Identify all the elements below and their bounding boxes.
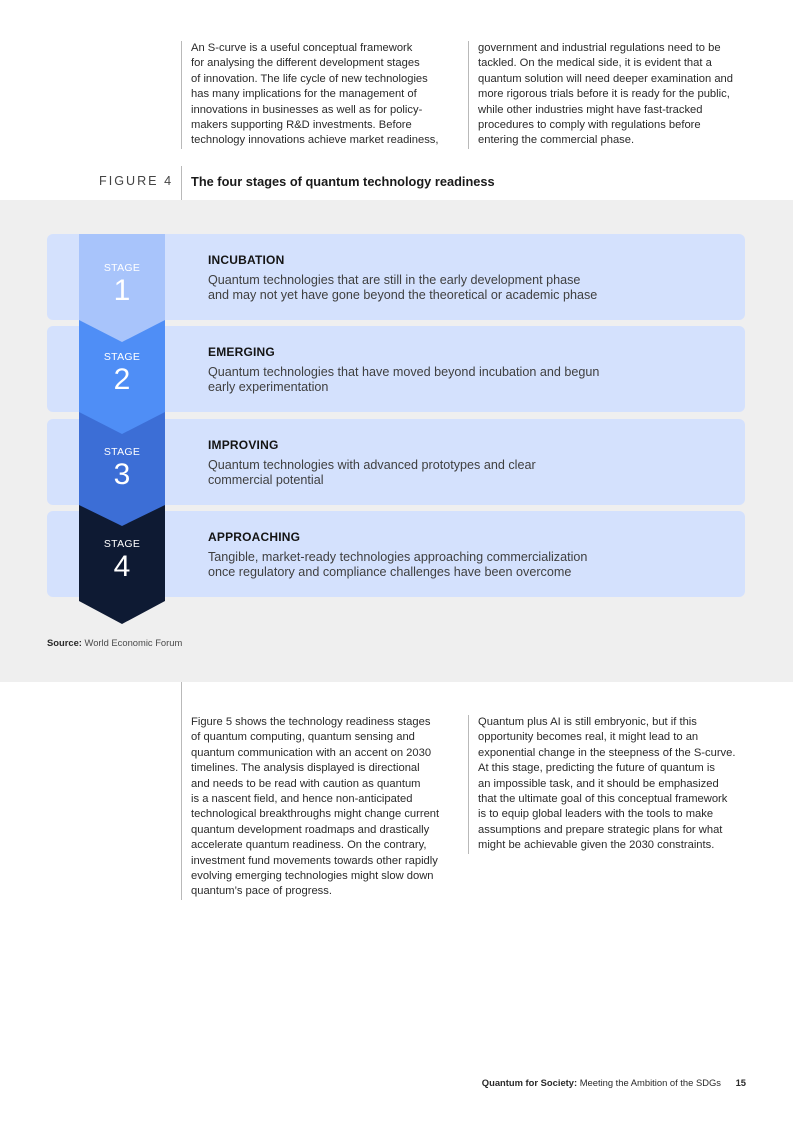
stage-title-1: INCUBATION (208, 253, 285, 267)
footer-title-bold: Quantum for Society: (481, 1077, 578, 1088)
body-column-right (468, 715, 758, 854)
body-paragraph-left: Figure 5 shows the technology readiness stages of quantum computing, quantum sensing and quantum communication with an accent on 2030 timelines. The analysis displayed is directional and needs to be read with caution as quantum is a nascent field, and hence non-anticipated technological breakthroughs might change current quantum development roadmaps and drastically accelerate quantum readiness. On the contrary, investment fund movements towards other rapidly evolving emerging technologies might slow down quantum’s pace of progress. (191, 716, 440, 898)
intro-column-right (468, 41, 758, 149)
stage-word-4: STAGE (103, 538, 141, 550)
stage-title-2: EMERGING (208, 345, 275, 359)
stage-word-1: STAGE (103, 262, 141, 274)
intro-paragraph-left: An S-curve is a useful conceptual framework for analysing the different development stages of innovation. The life cycle of new technologies has many implications for the management of innovations in businesses as well as for policy- makers supporting R&D investments. Before technology innovations achieve market readiness, (191, 42, 439, 147)
intro-column-left (181, 41, 459, 149)
page-number: 15 (735, 1077, 746, 1088)
stage-description-4: Tangible, market-ready technologies approaching commercialization once regulatory and compliance challenges have been overcome (208, 550, 588, 579)
stage-description-3: Quantum technologies with advanced prototypes and clear commercial potential (208, 458, 536, 487)
body-paragraph-right: Quantum plus AI is still embryonic, but if this opportunity becomes real, it might lead to an exponential change in the steepness of the S-curve. At this stage, predicting the future of quantum is an impossible task, and it should be emphasized that the ultimate goal of this conceptual framework is to equip global leaders with the tools to make assumptions and prepare strategic plans for what might be achievable given the 2030 constraints. (478, 716, 736, 852)
stage-word-3: STAGE (103, 446, 141, 458)
body-column-left (181, 715, 459, 900)
body-divider (181, 682, 182, 715)
intro-paragraph-right: government and industrial regulations need to be tackled. On the medical side, it is evident that a quantum solution will need deeper examination and more rigorous trials before it is ready for the public, while other industries might have fast-tracked procedures to comply with regulations before entering the commercial phase. (478, 42, 733, 147)
page-footer (482, 1077, 746, 1088)
figure-source (47, 637, 182, 648)
stage-number-3: 3 (113, 458, 131, 491)
figure-divider (181, 166, 182, 200)
source-label: Source: (47, 637, 82, 648)
stage-chevrons (79, 234, 165, 631)
stage-number-4: 4 (113, 550, 131, 583)
figure-title: The four stages of quantum technology readiness (191, 174, 495, 189)
footer-title-rest: Meeting the Ambition of the SDGs (577, 1077, 721, 1088)
stage-description-2: Quantum technologies that have moved beyond incubation and begun early experimentation (208, 365, 600, 394)
stage-number-1: 1 (113, 274, 131, 307)
stage-title-3: IMPROVING (208, 438, 279, 452)
stage-title-4: APPROACHING (208, 530, 301, 544)
source-text: World Economic Forum (84, 637, 183, 648)
stage-number-2: 2 (113, 363, 131, 396)
figure-label: FIGURE 4 (99, 174, 174, 188)
stage-description-1: Quantum technologies that are still in the early development phase and may not yet have gone beyond the theoretical or academic phase (208, 273, 598, 302)
stage-word-2: STAGE (103, 351, 141, 363)
figure-panel (0, 200, 793, 682)
